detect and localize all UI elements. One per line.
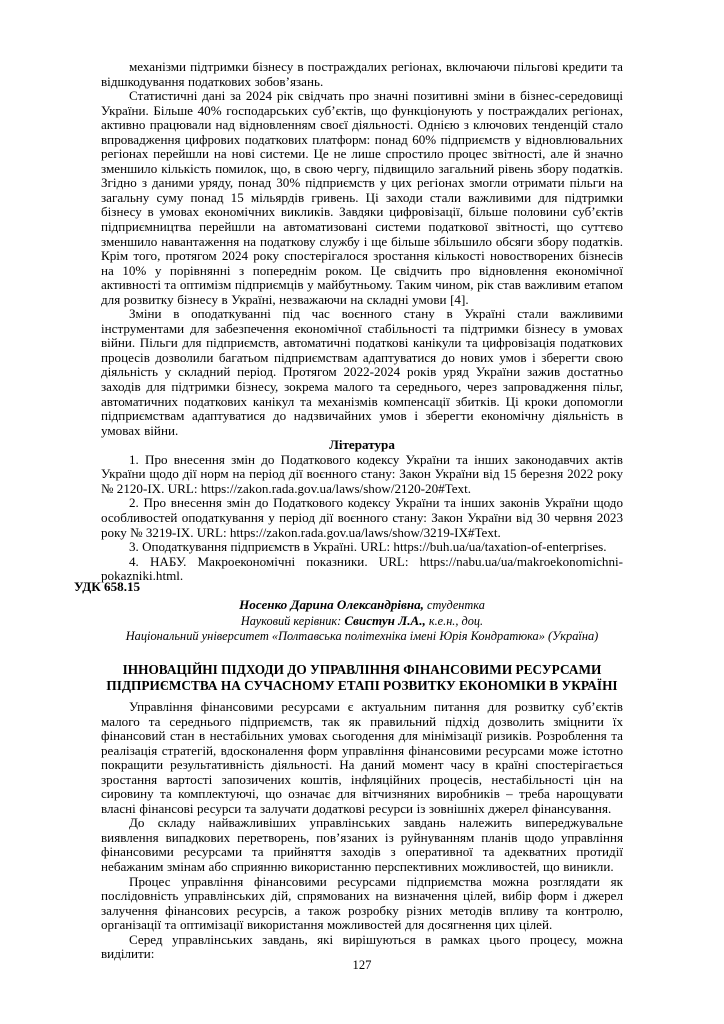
reference-item: 2. Про внесення змін до Податкового кодексу України та інших законів України щодо особливостей оподаткування у період дії воєнного стану: Закон України від 30 червня 2023 року № 3219-IX. URL: https://zakon.rada.gov.ua/laws/show/3219-IX#Text. <box>101 495 623 540</box>
article-title: ІННОВАЦІЙНІ ПІДХОДИ ДО УПРАВЛІННЯ ФІНАНСОВИМИ РЕСУРСАМИ ПІДПРИЄМСТВА НА СУЧАСНОМУ ЕТАПІ РОЗВИТКУ ЕКОНОМІКИ В УКРАЇНІ <box>106 662 618 694</box>
paragraph: Процес управління фінансовими ресурсами підприємства можна розглядати як послідовність управлінських дій, спрямованих на визначення цілей, вибір форм і джерел залучення фінансових ресурсів, а також розробку різних методів впливу та контролю, організації та оптимізації використання можливостей для досягнення цих цілей. <box>101 873 623 933</box>
supervisor-degree: к.е.н., доц. <box>425 614 484 628</box>
supervisor-label: Науковий керівник: <box>240 614 345 628</box>
references-heading: Література <box>329 437 395 453</box>
reference-item: 3. Оподаткування підприємств в Україні. URL: https://buh.ua/ua/taxation-of-enterprises. <box>129 539 607 555</box>
affiliation: Національний університет «Полтавська політехніка імені Юрія Кондратюка» (Україна) <box>125 629 599 643</box>
paragraph: Зміни в оподаткуванні під час воєнного стану в Україні стали важливими інструментами для забезпечення економічної стабільності та підтримки бізнесу в умовах війни. Пільги для підприємств, автоматичні податкові канікули та цифровізація податкових процесів дозволили багатьом підприємствам адаптуватися до нових умов і зберегти свою діяльність у складний період. Протягом 2022-2024 років уряд України зажив достатньо заходів для підтримки бізнесу, зокрема малого та середнього, через запровадження пільг, автоматичних податкових канікул та механізмів компенсації збитків. Ці кроки допомогли підприємствам адаптуватися до надзвичайних умов і зберегти економічну діяльність в умовах війни. <box>101 306 623 438</box>
paragraph: Управління фінансовими ресурсами є актуальним питання для розвитку суб’єктів малого та середнього підприємств, так як правильний підхід дозволить зміцнити їх фінансовий стан в нестабільних умовах сьогодення для мінімізації ризиків. Розроблення та реалізація стратегій, вдосконалення форм управління фінансовими ресурсами може істотно покращити результативність діяльності. На даний момент часу в країні спостерігається зростання вартості запозичених коштів, інфляційних процесів, нестабільності цін на сировину та комплектуючі, що означає для вітчизняних виробників – треба нарощувати власні фінансові ресурси та залучати додаткові ресурси із зовнішніх джерел фінансування. <box>101 699 623 816</box>
supervisor-line <box>101 613 623 629</box>
page-number: 127 <box>352 958 372 972</box>
paragraph: механізми підтримки бізнесу в постраждалих регіонах, включаючи пільгові кредити та відшкодування податкових зобов’язань. <box>101 59 623 89</box>
reference-item: 1. Про внесення змін до Податкового кодексу України та інших законодавчих актів України щодо дії норм на період дії воєнного стану: Закон України від 15 березня 2022 року № 2120-IX. URL: https://zakon.rada.gov.ua/laws/show/2120-20#Text. <box>101 451 623 496</box>
udc-code: УДК 658.15 <box>74 579 141 594</box>
supervisor-name: Свистун Л.А., <box>344 613 426 628</box>
paragraph: До складу найважливіших управлінських завдань належить випереджувальне виявлення випадкових перетворень, пов’язаних із руйнуванням планів щодо управління фінансовими ресурсами та прийняття заходів з оперативної та адекватних протидії небажаним змінам або сприянню використанню перспективних можливостей, що виникли. <box>101 815 623 875</box>
top-text-section <box>101 60 623 584</box>
author-block <box>101 597 623 644</box>
paragraph: Серед управлінських завдань, які вирішуються в рамках цього процесу, можна виділити: <box>101 931 623 962</box>
paragraph: Статистичні дані за 2024 рік свідчать про значні позитивні зміни в бізнес-середовищі України. Більше 40% господарських суб’єктів, що функціонують у постраждалих регіонах, активно працювали над відновленням своєї діяльності. Однією з ключових тенденцій стало впровадження цифрових податкових платформ: понад 60% підприємств у відновлювальних регіонах перейшли на нові системи. Це не лише спростило процес звітності, але й значно зменшило кількість помилок, що, в свою чергу, підвищило загальний рівень збору податків. Згідно з даними уряду, понад 30% підприємств у цих регіонах змогли отримати пільги на загальну суму понад 15 мільярдів гривень. Ці заходи стали важливими для підтримки бізнесу в умовах економічних викликів. Завдяки цифровізації, більше половини суб’єктів підприємництва перейшли на автоматизовані системи податкової звітності, що суттєво зменшило навантаження на податкову службу і ще більше збільшило обсяги збору податків. Крім того, протягом 2024 року спостерігалося зростання кількості новостворених бізнесів на 10% у порівнянні з попереднім роком. Це свідчить про відновлення економічної активності та оптимізм підприємців у майбутньому. Таким чином, рік став важливим етапом для розвитку бізнесу в Україні, незважаючи на складні умови [4]. <box>101 88 623 307</box>
article-body-section <box>101 700 623 962</box>
author-line <box>101 597 623 613</box>
author-role: студентка <box>423 598 485 612</box>
author-name: Носенко Дарина Олександрівна, <box>239 597 424 612</box>
reference-item: 4. НАБУ. Макроекономічні показники. URL: https://nabu.ua/ua/makroekonomichni-pokazniki.html. <box>101 553 623 584</box>
